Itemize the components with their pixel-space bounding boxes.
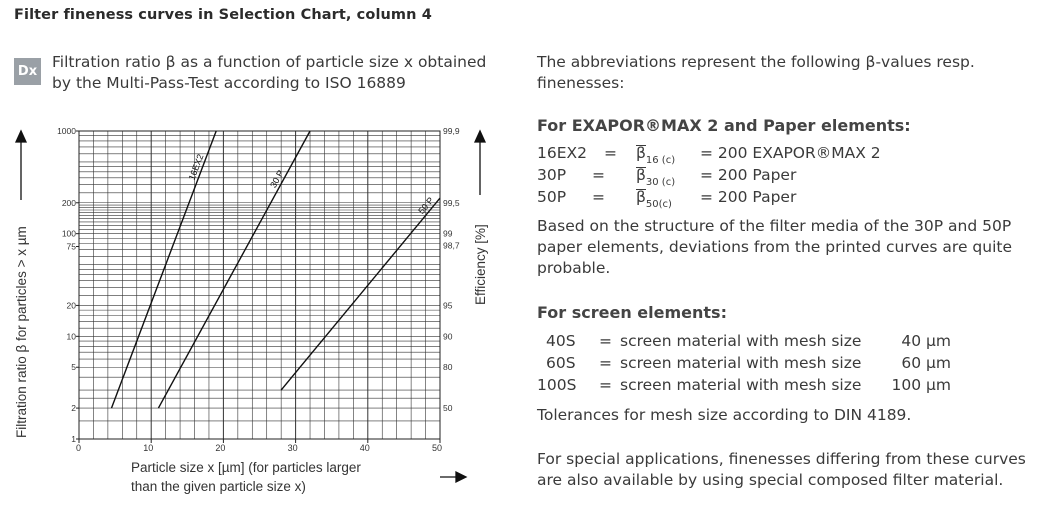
efficiency-tick-label: 90 (443, 331, 453, 342)
x-tick-label: 10 (143, 443, 154, 453)
x-tick-label: 40 (359, 443, 370, 453)
x-axis-label-line1: Particle size x [µm] (for particles larger (131, 460, 361, 475)
abbrev-beta (636, 144, 676, 166)
y-axis-label: Filtration ratio β for particles > x µm (14, 226, 29, 438)
screen-eq: = (599, 376, 612, 394)
beta-subscript: 16 (c) (645, 155, 676, 166)
screen-code: 40S (546, 332, 576, 350)
abbrev-value: = 200 Paper (700, 166, 797, 184)
x-tick-label: 30 (287, 443, 298, 453)
efficiency-tick-label: 95 (443, 300, 453, 311)
efficiency-tick-label: 50 (443, 403, 453, 414)
abbrev-eq: = (604, 144, 617, 162)
y-tick-label: 1000 (57, 126, 76, 136)
x-tick-label: 50 (432, 443, 443, 453)
series-label: 30 P (268, 168, 286, 190)
abbrev-intro: The abbreviations represent the following β-values resp. finenesses: (537, 53, 975, 92)
x-axis-label-line2: than the given particle size x) (131, 479, 306, 494)
x-axis-arrow (440, 472, 466, 482)
beta-symbol: β (636, 144, 646, 162)
plot-frame (79, 131, 440, 439)
section-screen-title: For screen elements: (537, 303, 727, 322)
x-tick-label: 0 (76, 443, 82, 453)
abbrev-code: 16EX2 (537, 144, 587, 162)
y-tick-label: 2 (71, 403, 76, 414)
abbrev-code: 30P (537, 166, 567, 184)
y-tick-label: 10 (66, 331, 76, 342)
y-tick-label: 75 (66, 241, 76, 252)
abbrev-beta (636, 166, 676, 188)
y-tick-label: 1 (71, 434, 76, 444)
paper-note: Based on the structure of the filter media of the 30P and 50P paper elements, deviations from the printed curves are quite probable. (537, 217, 1012, 277)
dx-badge: Dx (14, 58, 41, 85)
screen-code: 100S (537, 376, 577, 394)
right-axis-arrow (475, 131, 485, 195)
efficiency-tick-label: 98,7 (443, 240, 460, 251)
beta-symbol: β (636, 188, 646, 206)
efficiency-tick-label: 99 (443, 228, 453, 239)
y-tick-label: 100 (61, 228, 76, 239)
special-note: For special applications, finenesses differing from these curves are also available by using special composed filter material. (537, 450, 1026, 489)
y-tick-label: 20 (66, 300, 76, 311)
screen-desc: screen material with mesh size (620, 354, 862, 372)
screen-eq: = (599, 332, 612, 350)
abbrev-value: = 200 EXAPOR®MAX 2 (700, 144, 881, 162)
section-exapor-title: For EXAPOR®MAX 2 and Paper elements: (537, 116, 911, 135)
y-axis-label-right: Efficiency [%] (473, 224, 488, 305)
tolerance-note: Tolerances for mesh size according to DIN 4189. (537, 406, 912, 424)
left-axis-arrow (16, 131, 26, 200)
abbrev-beta (636, 188, 672, 210)
series-label: 16EX2 (186, 152, 206, 182)
filter-fineness-chart (0, 100, 520, 500)
abbrev-value: = 200 Paper (700, 188, 797, 206)
abbrev-code: 50P (537, 188, 567, 206)
y-tick-label: 5 (71, 362, 76, 373)
screen-code: 60S (546, 354, 576, 372)
beta-symbol: β (636, 166, 646, 184)
screen-size: 40 µm (901, 332, 951, 350)
abbrev-eq: = (592, 188, 605, 206)
abbrev-eq: = (592, 166, 605, 184)
page-heading: Filter fineness curves in Selection Chart, column 4 (14, 7, 432, 23)
x-tick-label: 20 (215, 443, 226, 453)
series-line-50p (281, 198, 440, 390)
y-tick-label: 200 (61, 197, 76, 208)
chart-grid (79, 131, 440, 439)
screen-size: 60 µm (901, 354, 951, 372)
chart-labels (57, 126, 460, 453)
screen-eq: = (599, 354, 612, 372)
screen-size: 100 µm (891, 376, 951, 394)
screen-desc: screen material with mesh size (620, 332, 862, 350)
efficiency-tick-label: 99,9 (443, 126, 460, 136)
screen-desc: screen material with mesh size (620, 376, 862, 394)
efficiency-tick-label: 80 (443, 362, 453, 373)
beta-subscript: 50(c) (645, 199, 672, 210)
series-label: 50 P (416, 195, 436, 216)
beta-subscript: 30 (c) (645, 177, 676, 188)
chart-description: Filtration ratio β as a function of particle size x obtained by the Multi-Pass-Test according to ISO 16889 (52, 53, 487, 92)
efficiency-tick-label: 99,5 (443, 197, 460, 208)
